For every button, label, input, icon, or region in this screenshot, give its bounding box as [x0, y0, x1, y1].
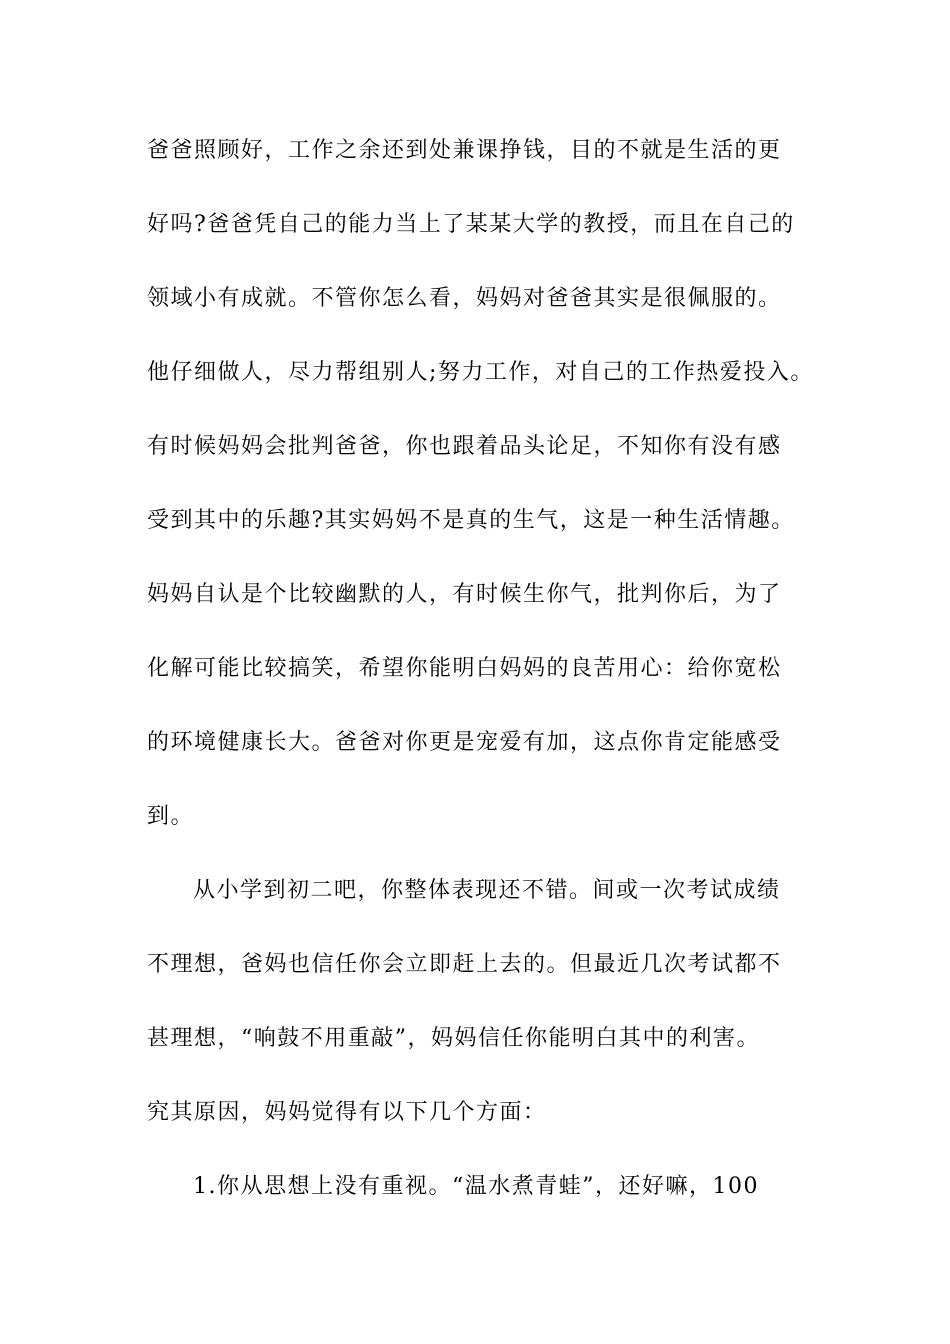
text-line: 有时候妈妈会批判爸爸，你也跟着品头论足，不知你有没有感 — [147, 434, 782, 459]
text-line: 到。 — [147, 804, 195, 829]
text-line: 妈妈自认是个比较幽默的人，有时候生你气，批判你后，为了 — [147, 582, 782, 607]
paragraph-first-line: 从小学到初二吧，你整体表现还不错。间或一次考试成绩 — [193, 878, 781, 903]
text-line: 究其原因，妈妈觉得有以下几个方面： — [147, 1100, 547, 1125]
text-line: 的环境健康长大。爸爸对你更是宠爱有加，这点你肯定能感受 — [147, 730, 782, 755]
text-line: 爸爸照顾好，工作之余还到处兼课挣钱，目的不就是生活的更 — [147, 138, 782, 163]
text-line: 好吗?爸爸凭自己的能力当上了某某大学的教授，而且在自己的 — [147, 212, 795, 237]
text-line: 化解可能比较搞笑，希望你能明白妈妈的良苦用心：给你宽松 — [147, 656, 782, 681]
text-line: 不理想，爸妈也信任你会立即赶上去的。但最近几次考试都不 — [147, 952, 782, 977]
text-line: 受到其中的乐趣?其实妈妈不是真的生气，这是一种生活情趣。 — [147, 508, 795, 533]
text-line: 领域小有成就。不管你怎么看，妈妈对爸爸其实是很佩服的。 — [147, 286, 782, 311]
text-line: 甚理想，“响鼓不用重敲”，妈妈信任你能明白其中的利害。 — [147, 1026, 760, 1051]
numbered-item-line: 1.你从思想上没有重视。“温水煮青蛙”，还好嘛，100 — [193, 1174, 759, 1199]
text-line: 他仔细做人，尽力帮组别人;努力工作，对自己的工作热爱投入。 — [147, 360, 814, 385]
